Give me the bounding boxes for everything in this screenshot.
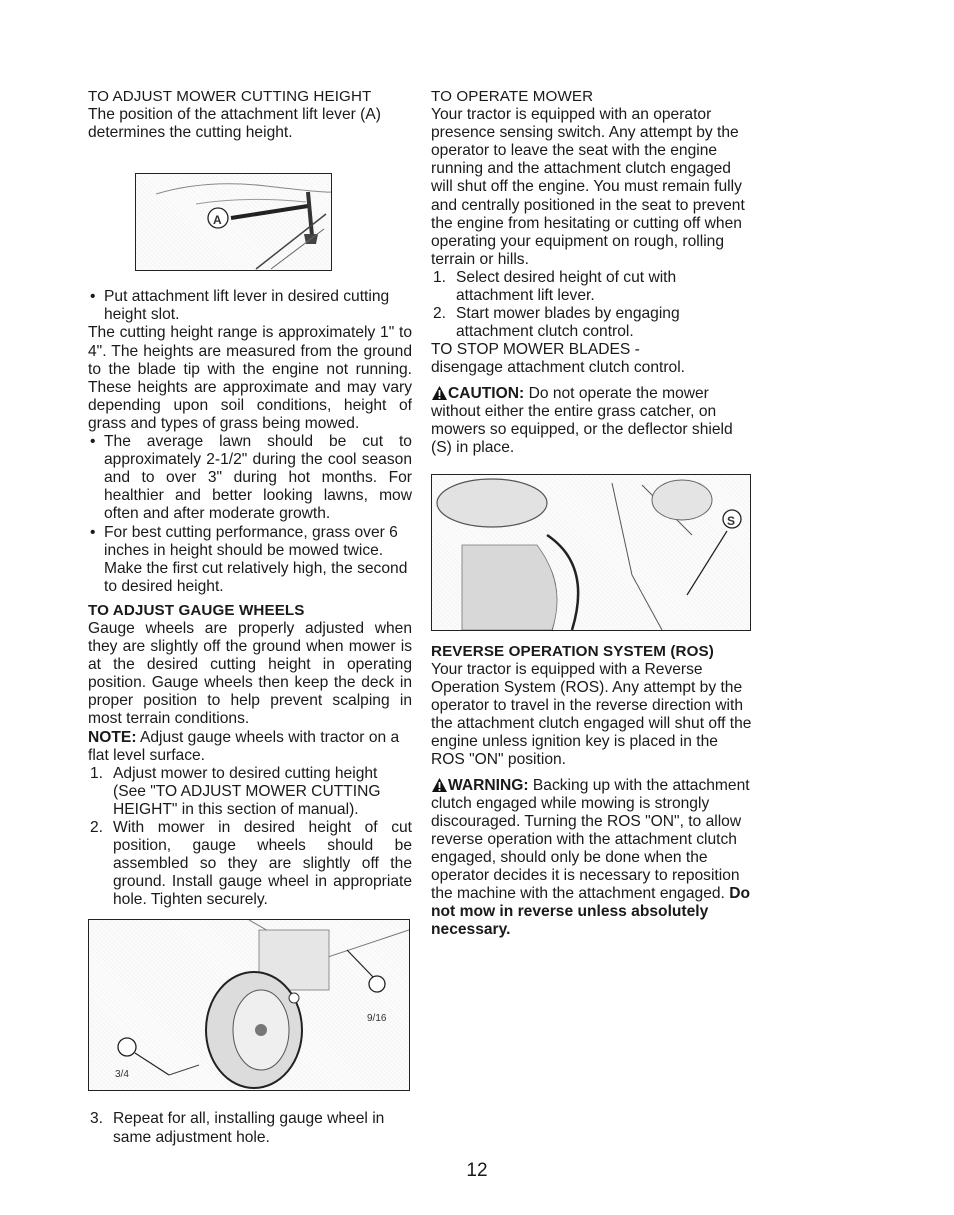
- gauge-wheel-figure: [88, 919, 410, 1091]
- op-step-2-number: 2.: [433, 305, 447, 323]
- note-label: NOTE:: [88, 728, 137, 746]
- label-s: S: [727, 513, 736, 528]
- bullet-average-lawn: • The average lawn should be cut to approximately 2-1/2" during the cool season and to over 3" during hot months. For healthier and better looking lawns, mow often and after moderate growth.: [88, 433, 412, 523]
- op-step-2-text: Start mower blades by engaging attachment clutch control.: [456, 305, 680, 341]
- caution-notice: [431, 385, 755, 457]
- op-step-1-text: Select desired height of cut with attachment lift lever.: [456, 268, 677, 305]
- caution-text: Do not operate the mower without either the entire grass catcher, on mowers so equipped, or the deflector shield (S) in place.: [431, 384, 733, 456]
- warning-text: Backing up with the attachment clutch engaged while mowing is strongly discouraged. Turning the ROS "ON", to allow reverse operation with the attachment clutch engaged, should only be done when the operator decides it is necessary to reposition the machine with the attachment engaged.: [431, 776, 750, 903]
- bullet-lift-lever: • Put attachment lift lever in desired cutting height slot.: [88, 288, 412, 324]
- lift-lever-illustration: [136, 174, 331, 270]
- stop-blades-heading: TO STOP MOWER BLADES -: [431, 341, 640, 359]
- gauge-note: [88, 729, 412, 765]
- step-1-text: Adjust mower to desired cutting height (See "TO ADJUST MOWER CUTTING HEIGHT" in this section of manual).: [113, 764, 381, 818]
- warning-label: WARNING:: [448, 776, 529, 794]
- step-2-text: With mower in desired height of cut position, gauge wheels should be assembled so they are slightly off the ground. Install gauge wheel in appropriate hole. Tighten securely.: [113, 819, 412, 909]
- warning-notice: [431, 777, 755, 940]
- warning-triangle-icon: [431, 777, 448, 793]
- deflector-shield-figure: [431, 474, 751, 631]
- step-1-number: 1.: [90, 764, 104, 782]
- gauge-step-2: [88, 819, 412, 909]
- gauge-wheels-text: Gauge wheels are properly adjusted when they are slightly off the ground when mower is at the desired cutting height in operating position. Gauge wheels then keep the deck in proper position to help prevent scalping in most terrain conditions.: [88, 619, 412, 728]
- gauge-step-1: [88, 765, 412, 819]
- wrench-size-9-16: 9/16: [367, 1013, 387, 1025]
- heading-ros: REVERSE OPERATION SYSTEM (ROS): [431, 642, 714, 660]
- lift-lever-figure: [135, 173, 332, 271]
- warning-bold-text: Do not mow in reverse unless absolutely necessary.: [431, 885, 751, 939]
- deflector-shield-illustration: [432, 475, 750, 630]
- step-3-text: Repeat for all, installing gauge wheel in same adjustment hole.: [113, 1110, 385, 1146]
- note-text: Adjust gauge wheels with tractor on a flat level surface.: [88, 728, 400, 764]
- heading-cutting-height: TO ADJUST MOWER CUTTING HEIGHT: [88, 88, 372, 105]
- left-column: [88, 88, 412, 1147]
- cutting-height-intro: The position of the attachment lift lever (A) determines the cutting height.: [88, 106, 381, 142]
- bullet-best-performance: • For best cutting performance, grass over 6 inches in height should be mowed twice. Make the first cut relatively high, the second to desired height.: [88, 524, 412, 596]
- stop-blades-text: disengage attachment clutch control.: [431, 359, 685, 377]
- operate-mower-text: Your tractor is equipped with an operator presence sensing switch. Any attempt by the operator to leave the seat with the engine running and the attachment clutch engaged will shut off the engine. You must remain fully and centrally positioned in the seat to prevent the engine from hesitating or cutting off when operating your equipment on rough, rolling terrain or hills.: [431, 106, 745, 268]
- gauge-wheel-illustration: [89, 920, 409, 1090]
- heading-gauge-wheels: TO ADJUST GAUGE WHEELS: [88, 601, 305, 619]
- caution-triangle-icon: [431, 385, 448, 401]
- heading-operate-mower: TO OPERATE MOWER: [431, 88, 594, 105]
- ros-text: Your tractor is equipped with a Reverse Operation System (ROS). Any attempt by the operator to travel in the reverse direction with the attachment clutch engaged will shut off the engine unless ignition key is placed in the ROS "ON" position.: [431, 660, 752, 769]
- step-2-number: 2.: [90, 819, 104, 836]
- step-3-number: 3.: [90, 1110, 104, 1128]
- operate-step-2: [431, 305, 755, 341]
- right-column: [431, 88, 755, 939]
- operate-step-1: [431, 269, 755, 305]
- caution-label: CAUTION:: [448, 384, 525, 402]
- label-a: A: [213, 213, 222, 228]
- cutting-range-text: The cutting height range is approximately 1" to 4". The heights are measured from the ground to the blade tip with the engine not running. These heights are approximate and may vary depending upon soil conditions, height of grass and types of grass being mowed.: [88, 324, 412, 432]
- gauge-step-3: [88, 1110, 412, 1146]
- op-step-1-number: 1.: [433, 268, 447, 286]
- wrench-size-3-4: 3/4: [115, 1069, 129, 1081]
- page-number: 12: [466, 1160, 488, 1181]
